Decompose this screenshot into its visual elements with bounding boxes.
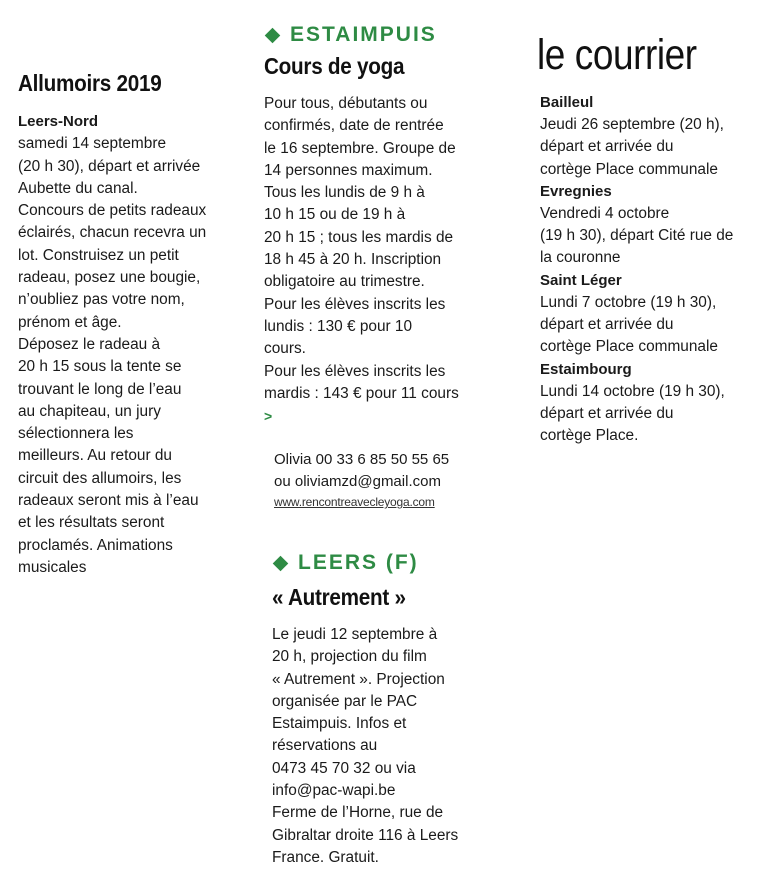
autrement-location (272, 550, 512, 576)
allumoirs-body: samedi 14 septembre (20 h 30), départ et arrivée Aubette du canal. Concours de petits radeaux éclairés, chacun recevra un lot. Construisez un petit radeau, posez une bougie, n’oubliez pas votre nom, prénom et âge. Déposez le radeau à 20 h 15 sous la tente se trouvant le long de l’eau au chapiteau, un jury sélectionnera les meilleurs. Au retour du circuit des allumoirs, les radeaux seront mis à l’eau et les résultats seront proclamés. Animations musicales (18, 135, 207, 576)
event-desc: Lundi 7 octobre (19 h 30), départ et arrivée du cortège Place communale (540, 293, 718, 356)
courrier-title: le courrier (537, 31, 697, 79)
allumoirs-place: Leers-Nord (18, 113, 99, 130)
yoga-location-label: ESTAIMPUIS (290, 23, 437, 46)
yoga-contact (264, 405, 504, 493)
diamond-bullet-icon (273, 555, 289, 571)
event-list (540, 92, 765, 448)
event-desc: Vendredi 4 octobre (19 h 30), départ Cité rue de la couronne (540, 204, 734, 267)
event-town: Evregnies (540, 182, 612, 200)
yoga-website-link[interactable]: www.rencontreavecleyoga.com (274, 495, 435, 510)
yoga-location (264, 22, 504, 48)
autrement-article (272, 550, 512, 869)
yoga-article (264, 22, 504, 509)
autrement-location-label: LEERS (F) (298, 551, 419, 574)
event-item (540, 92, 765, 181)
allumoirs-article (18, 68, 243, 579)
autrement-title: « Autrement » (272, 584, 406, 610)
yoga-contact-text: Olivia 00 33 6 85 50 55 65 ou oliviamzd@gmail.com (274, 451, 450, 491)
event-desc: Lundi 14 octobre (19 h 30), départ et arrivée du cortège Place. (540, 382, 725, 445)
yoga-title: Cours de yoga (264, 53, 405, 79)
courrier-article (537, 30, 765, 448)
allumoirs-title: Allumoirs 2019 (18, 70, 162, 96)
diamond-bullet-icon (265, 27, 281, 43)
event-town: Estaimbourg (540, 360, 632, 378)
event-town: Bailleul (540, 94, 594, 111)
event-desc: Jeudi 26 septembre (20 h), départ et arrivée du cortège Place communale (540, 116, 724, 178)
yoga-body: Pour tous, débutants ou confirmés, date de rentrée le 16 septembre. Groupe de 14 personnes maximum. Tous les lundis de 9 h à 10 h 15 ou de 19 h à 20 h 15 ; tous les mardis de 18 h 45 à 20 h. Inscription obligatoire au trimestre. Pour les élèves inscrits les lundis : 130 € pour 10 cours. Pour les élèves inscrits les mardis : 143 € pour 11 cours (264, 95, 459, 402)
autrement-body: Le jeudi 12 septembre à 20 h, projection du film « Autrement ». Projection organisée par le PAC Estaimpuis. Infos et réservations au 0473 45 70 32 ou via info@pac-wapi.be Ferme de l’Horne, rue de Gibraltar droite 116 à Leers France. Gratuit. (272, 626, 459, 866)
event-item (540, 270, 765, 359)
chevron-right-icon: > (264, 408, 273, 425)
event-item (540, 181, 765, 270)
event-item (540, 359, 765, 448)
event-town: Saint Léger (540, 271, 622, 289)
